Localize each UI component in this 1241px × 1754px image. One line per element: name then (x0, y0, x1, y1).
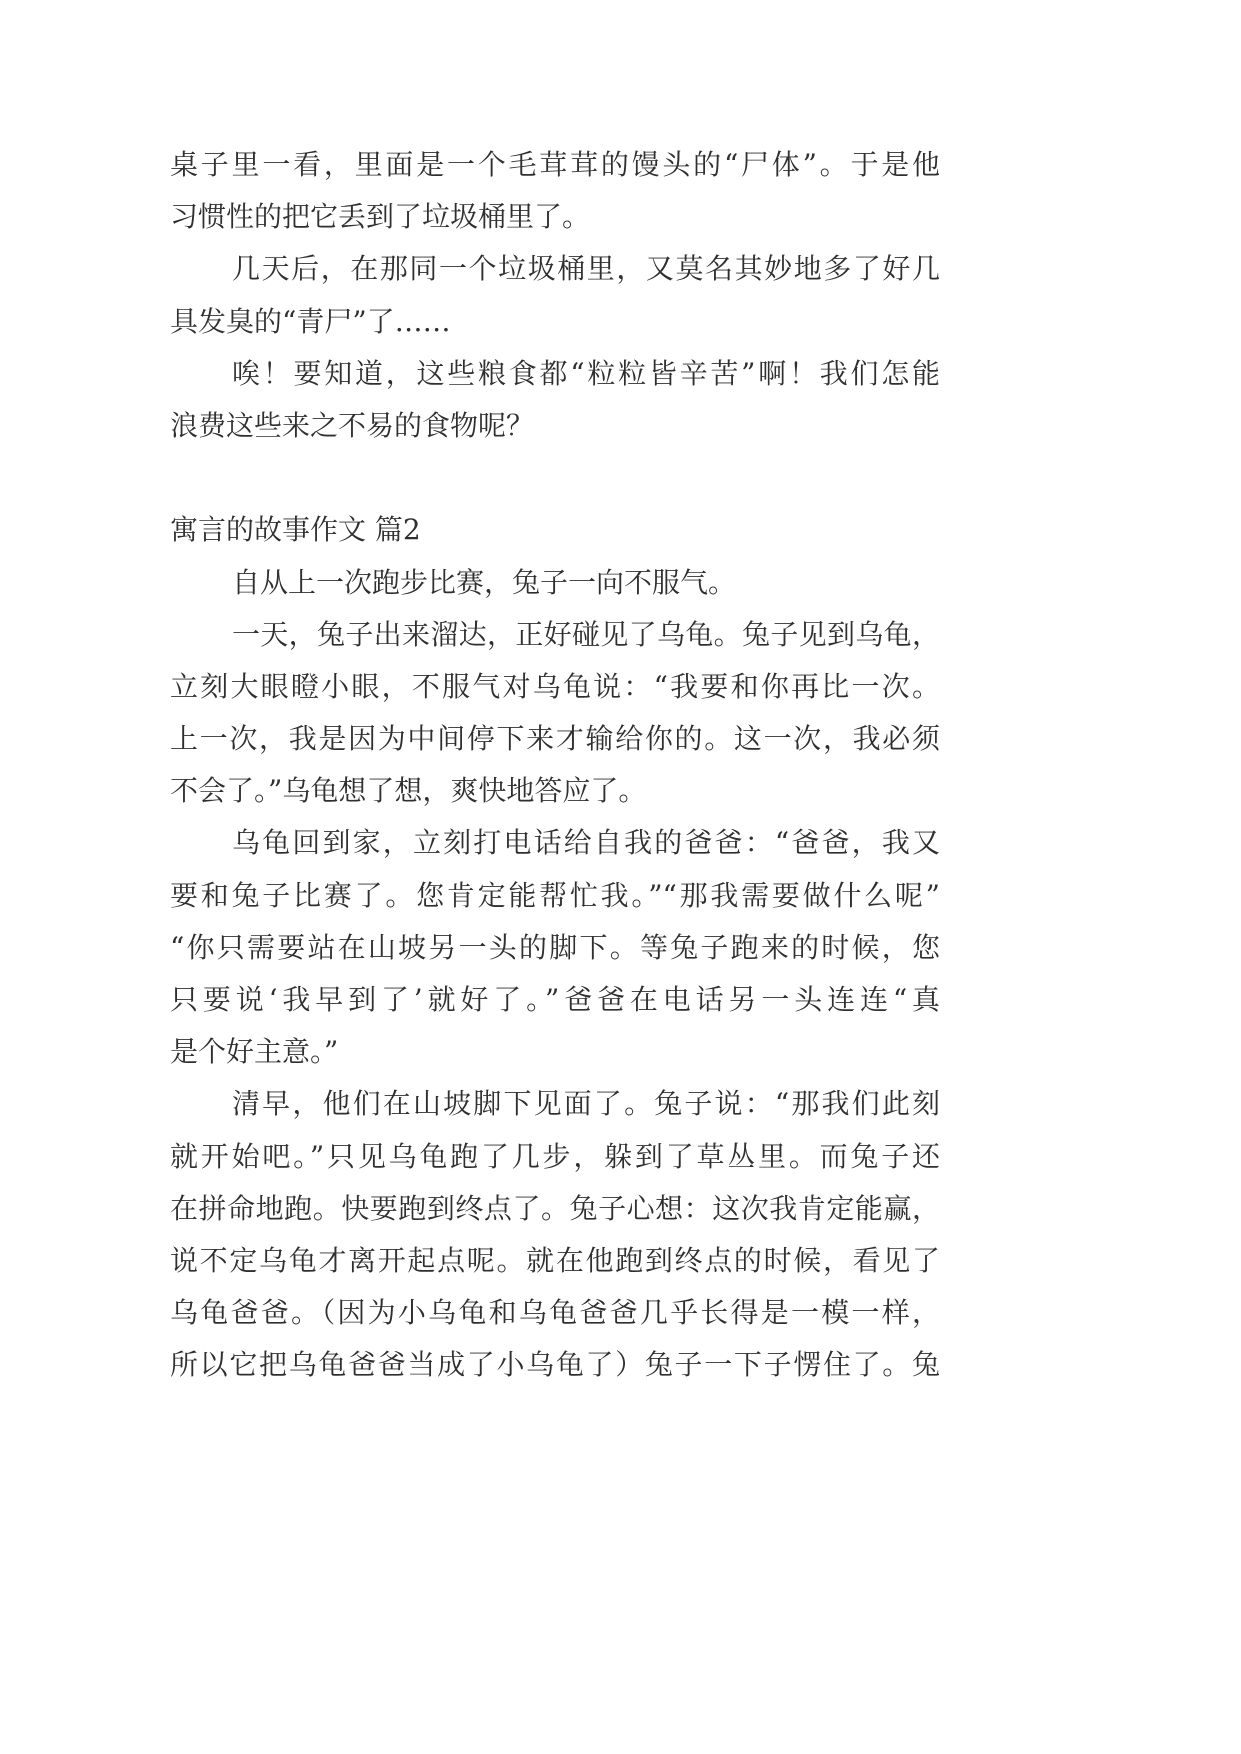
section-heading: 寓言的故事作文 篇2 (170, 513, 421, 547)
paragraph (170, 609, 940, 818)
essay-section (170, 504, 940, 1391)
text-line: 一天，兔子出来溜达，正好碰见了乌龟。兔子见到乌龟， (232, 617, 940, 651)
paragraph-spacer (170, 452, 940, 504)
text-line: 浪费这些来之不易的食物呢？ (170, 408, 535, 442)
text-line: 唉！要知道，这些粮食都“粒粒皆辛苦”啊！我们怎能 (232, 356, 940, 390)
text-line: 桌子里一看，里面是一个毛茸茸的馒头的“尸体”。于是他 (170, 148, 940, 181)
text-line: 在拼命地跑。快要跑到终点了。兔子心想：这次我肯定能赢， (170, 1191, 940, 1225)
paragraph (170, 348, 940, 452)
text-line: 具发臭的“青尸”了…… (170, 304, 451, 338)
paragraph (170, 557, 940, 609)
text-line: 乌龟爸爸。（因为小乌龟和乌龟爸爸几乎长得是一模一样， (170, 1296, 940, 1330)
paragraph (170, 243, 940, 347)
text-line: 立刻大眼瞪小眼，不服气对乌龟说：“我要和你再比一次。 (170, 669, 940, 703)
text-body (170, 139, 940, 1392)
paragraph (170, 1078, 940, 1391)
text-line: 习惯性的把它丢到了垃圾桶里了。 (170, 200, 591, 234)
text-line: 所以它把乌龟爸爸当成了小乌龟了）兔子一下子愣住了。兔 (170, 1348, 940, 1382)
text-line: 清早，他们在山坡脚下见面了。兔子说：“那我们此刻 (232, 1087, 940, 1121)
story-continuation (170, 139, 940, 452)
text-line: 就开始吧。”只见乌龟跑了几步，躲到了草丛里。而兔子还 (170, 1139, 940, 1173)
text-line: 上一次，我是因为中间停下来才输给你的。这一次，我必须 (170, 722, 940, 756)
text-line: 要和兔子比赛了。您肯定能帮忙我。”“那我需要做什么呢” (170, 878, 940, 912)
text-line: 乌龟回到家，立刻打电话给自我的爸爸：“爸爸，我又 (232, 826, 940, 860)
text-line: 说不定乌龟才离开起点呢。就在他跑到终点的时候，看见了 (170, 1243, 940, 1277)
text-line: 只要说‘我早到了’就好了。”爸爸在电话另一头连连“真 (170, 983, 940, 1016)
paragraph (170, 139, 940, 243)
text-line: 自从上一次跑步比赛，兔子一向不服气。 (232, 565, 737, 599)
text-line: 是个好主意。” (170, 1035, 339, 1069)
text-line: “你只需要站在山坡另一头的脚下。等兔子跑来的时候，您 (170, 930, 940, 964)
text-line: 几天后，在那同一个垃圾桶里，又莫名其妙地多了好几 (232, 252, 940, 286)
text-line: 不会了。”乌龟想了想，爽快地答应了。 (170, 774, 647, 808)
paragraph (170, 817, 940, 1078)
